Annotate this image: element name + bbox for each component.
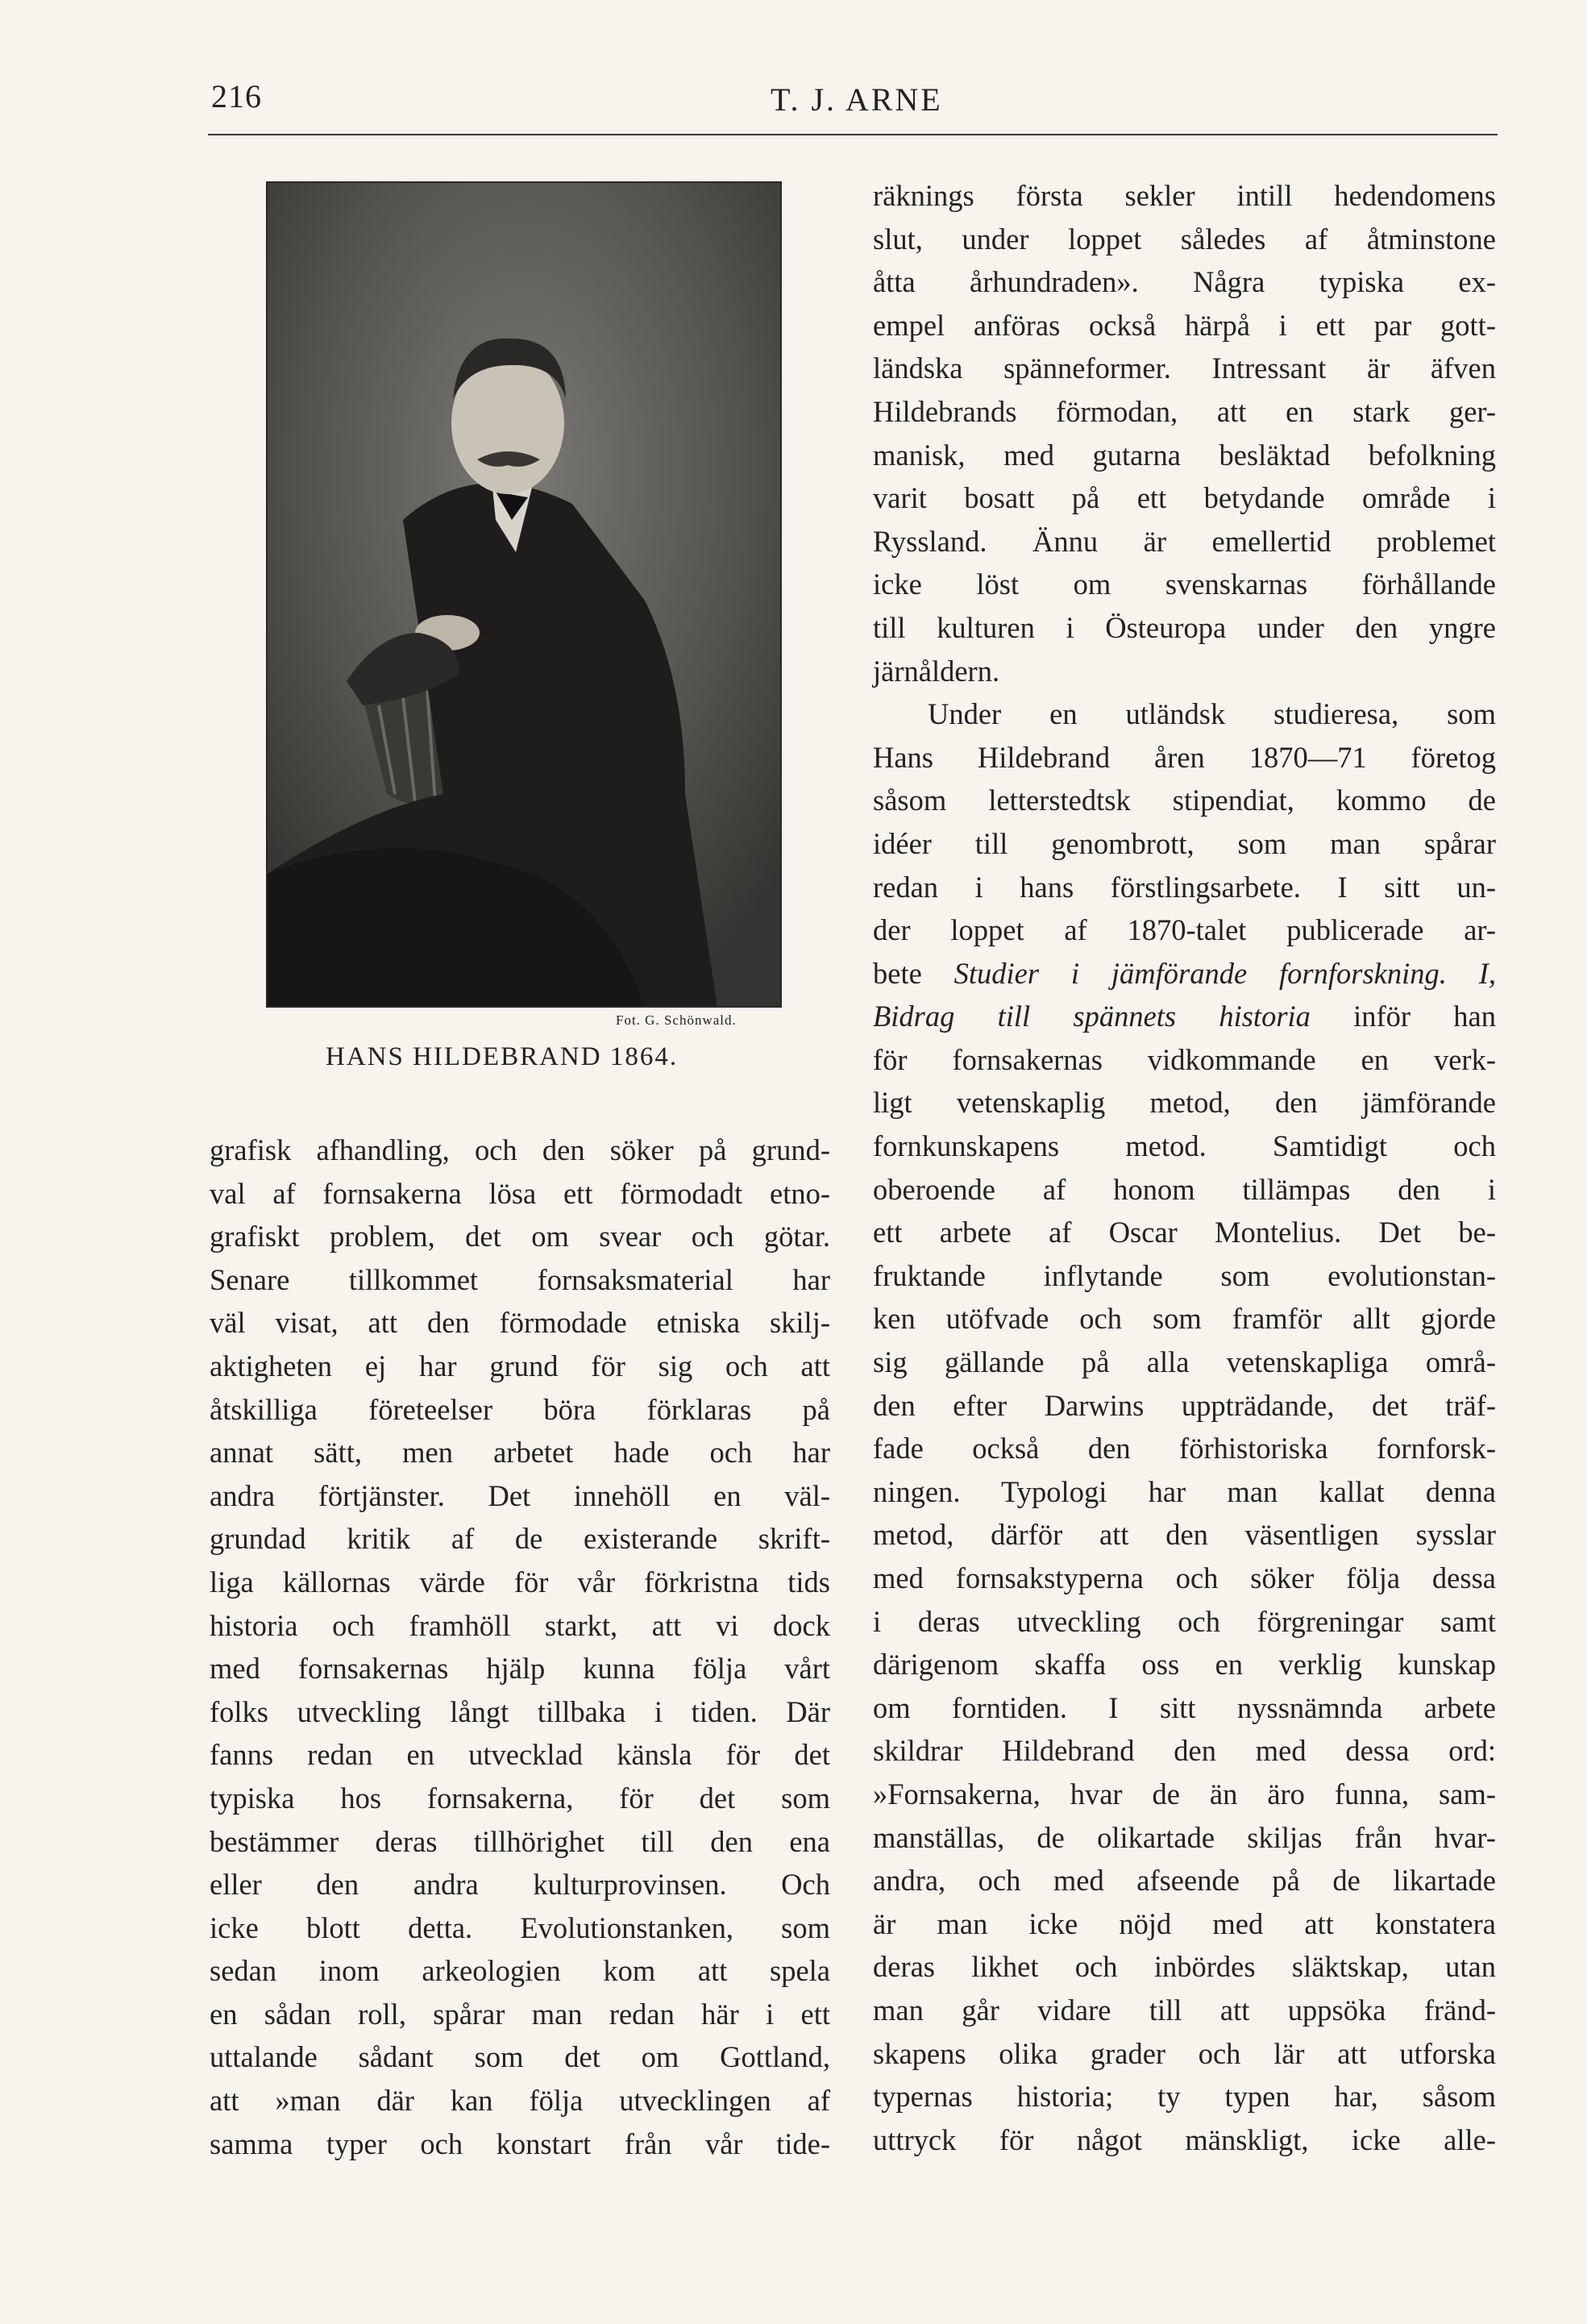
text-line: till kulturen i Östeuropa under den yngre bbox=[873, 610, 1496, 644]
text-line: »Fornsakerna, hvar de än äro funna, sam- bbox=[873, 1777, 1496, 1811]
portrait-illustration bbox=[266, 181, 782, 1008]
text-line-title bbox=[873, 952, 1496, 996]
text-line: sedan inom arkeologien kom att spela bbox=[210, 1954, 830, 1988]
header-rule bbox=[208, 134, 1498, 135]
text-line: för fornsakernas vidkommande en verk- bbox=[873, 1042, 1496, 1076]
text-line: sig gällande på alla vetenskapliga områ- bbox=[873, 1345, 1496, 1379]
text-line: slut, under loppet således af åtminstone bbox=[873, 222, 1496, 256]
text-line: Ryssland. Ännu är emellertid problemet bbox=[873, 524, 1496, 558]
text-line: uttalande sådant som det om Gottland, bbox=[210, 2040, 830, 2074]
text-line: ningen. Typologi har man kallat denna bbox=[873, 1474, 1496, 1508]
text-line: andra, och med afseende på de likartade bbox=[873, 1864, 1496, 1898]
text-line: bestämmer deras tillhörighet till den ena bbox=[210, 1824, 830, 1858]
right-column bbox=[873, 174, 1496, 2161]
text-line: typernas historia; ty typen har, såsom bbox=[873, 2080, 1496, 2114]
text-line: att »man där kan följa utvecklingen af bbox=[210, 2084, 830, 2118]
text-line: uttryck för något mänskligt, icke alle- bbox=[873, 2122, 1496, 2156]
text-line: Hans Hildebrand åren 1870—71 företog bbox=[873, 740, 1496, 774]
book-title: Studier i jämförande fornforskning. I, bbox=[953, 956, 1497, 990]
text-line: med fornsakernas hjälp kunna följa vårt bbox=[210, 1652, 830, 1686]
text-line: deras likhet och inbördes släktskap, utan bbox=[873, 1950, 1496, 1984]
text-line: om forntiden. I sitt nyssnämnda arbete bbox=[873, 1690, 1496, 1724]
text-line: empel anföras också härpå i ett par gott- bbox=[873, 308, 1496, 342]
text-line: väl visat, att den förmodade etniska skilj- bbox=[210, 1306, 830, 1340]
text-line: fruktande inflytande som evolutionstan- bbox=[873, 1258, 1496, 1292]
text-line: andra förtjänster. Det innehöll en väl- bbox=[210, 1478, 830, 1512]
photo-credit: Fot. G. Schönwald. bbox=[616, 1012, 737, 1028]
figure-caption: HANS HILDEBRAND 1864. bbox=[326, 1042, 679, 1071]
text-line: skapens olika grader och lär att utforska bbox=[873, 2036, 1496, 2070]
text-line: folks utveckling långt tillbaka i tiden. Där bbox=[210, 1694, 830, 1728]
text-line: fornkunskapens metod. Samtidigt och bbox=[873, 1129, 1496, 1163]
portrait-photo bbox=[266, 181, 782, 1008]
text-line: typiska hos fornsakerna, för det som bbox=[210, 1781, 830, 1815]
text-line: man går vidare till att uppsöka fränd- bbox=[873, 1993, 1496, 2027]
text-line: åtskilliga företeelser böra förklaras på bbox=[210, 1392, 830, 1426]
text-line: manisk, med gutarna besläktad befolkning bbox=[873, 438, 1496, 472]
text-line: järnåldern. bbox=[873, 654, 1000, 688]
book-subtitle: Bidrag till spännets historia bbox=[873, 1000, 1311, 1033]
text-line: manställas, de olikartade skiljas från hvar- bbox=[873, 1820, 1496, 1854]
text-line: liga källornas värde för vår förkristna tids bbox=[210, 1565, 830, 1599]
text-line: fanns redan en utvecklad känsla för det bbox=[210, 1738, 830, 1772]
text-line: ett arbete af Oscar Montelius. Det be- bbox=[873, 1216, 1496, 1249]
text-line: skildrar Hildebrand den med dessa ord: bbox=[873, 1734, 1496, 1768]
text-line: i deras utveckling och förgreningar samt bbox=[873, 1604, 1496, 1638]
text-line: ländska spänneformer. Intressant är äfven bbox=[873, 351, 1496, 385]
text-line: den efter Darwins uppträdande, det träf- bbox=[873, 1388, 1496, 1422]
text-line: varit bosatt på ett betydande område i bbox=[873, 481, 1496, 515]
text-line: grundad kritik af de existerande skrift- bbox=[210, 1522, 830, 1556]
text-line: räknings första sekler intill hedendomens bbox=[873, 179, 1496, 212]
text-line: metod, därför att den väsentligen sysslar bbox=[873, 1518, 1496, 1552]
text-line: såsom letterstedtsk stipendiat, kommo de bbox=[873, 784, 1496, 817]
text-line: der loppet af 1870-talet publicerade ar- bbox=[873, 913, 1496, 947]
text-line: grafiskt problem, det om svear och götar. bbox=[210, 1220, 830, 1253]
text-line: idéer till genombrott, som man spårar bbox=[873, 826, 1496, 860]
subtitle-suffix: inför han bbox=[1310, 1000, 1496, 1033]
left-column bbox=[210, 1129, 830, 2165]
text-line: icke blott detta. Evolutionstanken, som bbox=[210, 1910, 830, 1944]
text-line: fade också den förhistoriska fornforsk- bbox=[873, 1432, 1496, 1465]
text-line: Senare tillkommet fornsaksmaterial har bbox=[210, 1262, 830, 1296]
text-line: annat sätt, men arbetet hade och har bbox=[210, 1436, 830, 1470]
text-line: oberoende af honom tillämpas den i bbox=[873, 1172, 1496, 1206]
text-line: grafisk afhandling, och den söker på grund- bbox=[210, 1133, 830, 1166]
text-line: ken utöfvade och som framför allt gjorde bbox=[873, 1302, 1496, 1336]
text-line: historia och framhöll starkt, att vi dock bbox=[210, 1608, 830, 1642]
running-head: T. J. ARNE bbox=[771, 81, 943, 118]
text-line: eller den andra kulturprovinsen. Och bbox=[210, 1868, 830, 1902]
text-line: är man icke nöjd med att konstatera bbox=[873, 1906, 1496, 1940]
text-line: ligt vetenskaplig metod, den jämförande bbox=[873, 1086, 1496, 1120]
text-line: Hildebrands förmodan, att en stark ger- bbox=[873, 394, 1496, 428]
text-line: en sådan roll, spårar man redan här i ett bbox=[210, 1997, 830, 2031]
text-line: samma typer och konstart från vår tide- bbox=[210, 2127, 830, 2160]
text-line: aktigheten ej har grund för sig och att bbox=[210, 1349, 830, 1382]
text-line: med fornsakstyperna och söker följa dessa bbox=[873, 1561, 1496, 1594]
title-prefix: bete bbox=[873, 956, 954, 990]
paragraph-start: Under en utländsk studieresa, som bbox=[928, 697, 1496, 731]
page-number: 216 bbox=[211, 78, 262, 114]
text-line: icke löst om svenskarnas förhållande bbox=[873, 567, 1496, 601]
text-line: därigenom skaffa oss en verklig kunskap bbox=[873, 1648, 1496, 1682]
text-line: åtta århundraden». Några typiska ex- bbox=[873, 265, 1496, 299]
text-line: val af fornsakerna lösa ett förmodadt etno- bbox=[210, 1176, 830, 1210]
text-line-subtitle bbox=[873, 995, 1496, 1038]
text-line: redan i hans förstlingsarbete. I sitt un- bbox=[873, 870, 1496, 904]
